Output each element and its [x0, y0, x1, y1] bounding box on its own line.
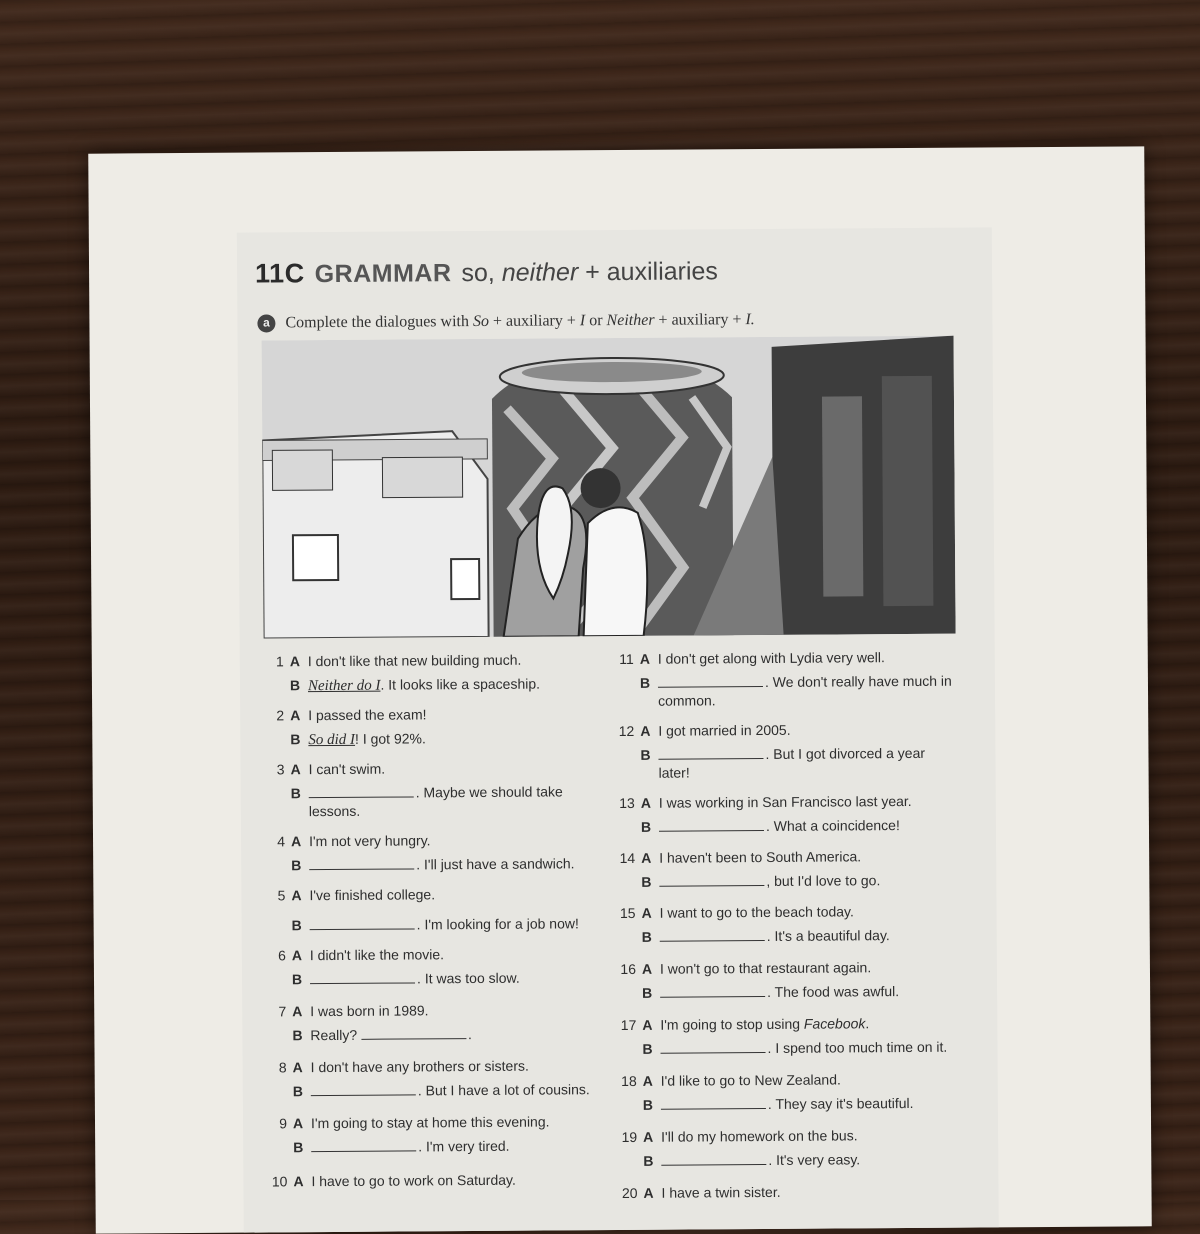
speaker-b-label: B: [290, 785, 301, 802]
answer-blank[interactable]: [658, 746, 763, 760]
item-number: 2: [276, 707, 285, 724]
page-heading: [255, 255, 718, 289]
speaker-a-label: A: [292, 1003, 303, 1020]
item-number: 1: [275, 653, 284, 670]
answer-blank[interactable]: [658, 674, 763, 688]
speaker-a-label: A: [641, 849, 652, 866]
speaker-b-label: B: [642, 1096, 654, 1113]
speaker-a-label: A: [293, 1173, 304, 1190]
illustration-city-couple: [262, 336, 956, 639]
topic-tail: + auxiliaries: [585, 257, 718, 287]
instruction-so: So: [472, 312, 490, 331]
answer-blank[interactable]: [309, 784, 414, 798]
speaker-b-label: B: [293, 1139, 304, 1156]
item-number: 4: [277, 833, 286, 850]
line-a: I didn't like the movie.: [309, 946, 445, 964]
topic-title: [461, 257, 718, 287]
line-a: I passed the exam!: [308, 706, 427, 724]
item-number: 16: [620, 960, 637, 978]
item-number: 6: [277, 947, 286, 964]
line-b-text: , but I'd love to go.: [766, 872, 881, 889]
speaker-b-label: B: [641, 873, 652, 890]
speaker-b-label: B: [291, 971, 303, 988]
line-b-prefix: Really?: [310, 1026, 358, 1044]
line-b: [309, 854, 574, 874]
line-a: I won't go to that restaurant again.: [659, 959, 872, 977]
answer-blank[interactable]: [660, 1040, 765, 1054]
speaker-a-label: A: [640, 722, 651, 739]
line-b-text: . But I have a lot of cousins.: [417, 1081, 590, 1099]
answer-blank[interactable]: [311, 1082, 416, 1096]
line-b: [311, 1137, 509, 1156]
item-number: 5: [277, 887, 286, 904]
line-b-text: . We don't really have much in common.: [658, 672, 952, 709]
line-b: [310, 1025, 472, 1044]
line-a: I've finished college.: [309, 886, 436, 904]
item-number: 14: [619, 849, 636, 867]
item-number: 15: [619, 904, 636, 922]
line-b-text: . I'm looking for a job now!: [416, 915, 579, 933]
speaker-a-label: A: [289, 653, 300, 670]
line-b-text: . But I got divorced a year later!: [658, 744, 926, 781]
unit-code: 11C: [254, 258, 305, 289]
answer-blank[interactable]: [310, 916, 415, 930]
line-a: I'd like to go to New Zealand.: [660, 1071, 841, 1089]
line-b: [660, 1038, 947, 1058]
speaker-a-label: A: [640, 794, 651, 811]
speaker-b-label: B: [290, 731, 301, 748]
line-b: [661, 1150, 860, 1169]
item-number: 8: [278, 1059, 287, 1076]
answer-blank[interactable]: [661, 1152, 766, 1166]
speaker-b-label: B: [291, 857, 302, 874]
line-b: [308, 675, 540, 696]
line-a: [660, 1014, 869, 1033]
worksheet-print-area: [237, 227, 999, 1232]
line-b: [659, 816, 900, 836]
item-number: 20: [621, 1184, 638, 1201]
line-b-text: . I'm very tired.: [418, 1137, 510, 1155]
speaker-a-label: A: [642, 1016, 653, 1033]
line-b: [661, 1094, 914, 1114]
line-a: I was born in 1989.: [310, 1002, 429, 1020]
line-b-text: . What a coincidence!: [765, 817, 900, 834]
line-a: I don't get along with Lydia very well.: [657, 649, 885, 667]
line-b-text: . It's a beautiful day.: [766, 927, 890, 944]
line-b: [660, 982, 899, 1002]
item-number: 9: [279, 1115, 288, 1132]
line-b-text: . It looks like a spaceship.: [380, 675, 541, 693]
speaker-b-label: B: [643, 1152, 654, 1169]
item-number: 3: [276, 761, 285, 778]
speaker-b-label: B: [642, 984, 653, 1001]
answer-blank[interactable]: [660, 984, 765, 998]
speaker-b-label: B: [642, 1040, 653, 1057]
paper-sheet: [88, 146, 1152, 1233]
speaker-a-label: A: [290, 761, 301, 778]
line-a: I was working in San Francisco last year.: [658, 792, 912, 811]
line-b-text: . It's very easy.: [768, 1151, 861, 1168]
line-a: I have to go to work on Saturday.: [311, 1171, 516, 1190]
line-a-text: I'm going to stop using: [660, 1015, 801, 1033]
item-number: 12: [618, 722, 635, 740]
line-a: I got married in 2005.: [658, 721, 791, 739]
line-a: I'll do my homework on the bus.: [661, 1127, 858, 1145]
speaker-b-label: B: [639, 674, 651, 691]
answer-blank[interactable]: [309, 856, 414, 870]
speaker-a-label: A: [291, 887, 302, 904]
instruction-i: I: [579, 312, 586, 330]
line-b-text: .: [467, 1026, 472, 1043]
line-b: [658, 744, 958, 782]
exercise-badge: a: [257, 314, 275, 332]
speaker-a-label: A: [643, 1184, 654, 1201]
speaker-a-label: A: [292, 1059, 303, 1076]
line-b: [310, 914, 579, 934]
line-b: [309, 782, 574, 820]
example-answer: Neither do I: [307, 677, 381, 695]
speaker-b-label: B: [291, 917, 302, 934]
speaker-a-label: A: [290, 833, 302, 850]
line-a: I don't like that new building much.: [307, 651, 522, 670]
line-b: [310, 969, 520, 988]
item-number: 18: [621, 1072, 637, 1090]
item-number: 17: [620, 1016, 637, 1034]
speaker-a-label: A: [290, 707, 301, 724]
speaker-a-label: A: [291, 947, 303, 964]
answer-blank[interactable]: [661, 1096, 766, 1110]
line-a: I have a twin sister.: [661, 1183, 781, 1201]
item-number: 10: [271, 1173, 288, 1190]
topic-word: neither: [501, 258, 579, 287]
line-b-text: ! I got 92%.: [354, 730, 426, 747]
instruction-text-2: + auxiliary +: [492, 312, 576, 330]
item-number: 11: [619, 650, 634, 668]
speaker-b-label: B: [641, 928, 652, 945]
answer-blank[interactable]: [311, 1138, 416, 1152]
example-answer: So did I: [308, 731, 356, 749]
speaker-a-label: A: [643, 1128, 654, 1145]
instruction-text-4: + auxiliary +: [658, 311, 742, 329]
speaker-b-label: B: [640, 746, 651, 763]
speaker-a-label: A: [642, 1072, 653, 1089]
line-a: I'm not very hungry.: [308, 832, 431, 850]
instruction-end: I.: [745, 311, 755, 329]
instruction-text: Complete the dialogues with: [285, 313, 470, 332]
line-a: I haven't been to South America.: [659, 848, 862, 866]
speaker-a-label: A: [641, 960, 653, 977]
answer-blank[interactable]: [659, 818, 764, 832]
answer-blank[interactable]: [310, 970, 415, 984]
exercise-instruction: [257, 311, 754, 332]
topic-lead: so,: [461, 258, 495, 288]
speaker-b-label: B: [289, 677, 301, 694]
instruction-neither: Neither: [606, 311, 655, 330]
speaker-b-label: B: [292, 1027, 303, 1044]
speaker-b-label: B: [292, 1083, 303, 1100]
speaker-a-label: A: [292, 1115, 304, 1132]
answer-blank[interactable]: [361, 1026, 466, 1040]
line-b-text: . I'll just have a sandwich.: [416, 855, 575, 873]
line-b-text: . I spend too much time on it.: [767, 1038, 948, 1056]
speaker-a-label: A: [641, 904, 652, 921]
line-a: I can't swim.: [308, 760, 386, 778]
line-b-text: . The food was awful.: [767, 983, 900, 1000]
line-b-text: . Maybe we should take lessons.: [308, 783, 563, 820]
line-a-brand: Facebook: [803, 1015, 866, 1032]
line-b: [658, 672, 958, 710]
answer-blank[interactable]: [659, 873, 764, 887]
line-a-end: .: [865, 1015, 870, 1032]
line-b: [311, 1080, 590, 1100]
line-b: [659, 871, 880, 891]
answer-blank[interactable]: [660, 928, 765, 942]
instruction-text-3: or: [589, 312, 603, 330]
speaker-b-label: B: [640, 818, 652, 835]
item-number: 13: [619, 794, 635, 812]
line-a: I want to go to the beach today.: [659, 903, 854, 921]
item-number: 7: [278, 1003, 287, 1020]
speaker-a-label: A: [639, 650, 650, 667]
section-name: GRAMMAR: [314, 259, 452, 289]
line-a: I'm going to stay at home this evening.: [310, 1113, 550, 1132]
line-b-text: . It was too slow.: [416, 969, 520, 987]
line-a: I don't have any brothers or sisters.: [310, 1057, 529, 1076]
line-b-text: . They say it's beautiful.: [767, 1094, 914, 1112]
line-b: [660, 926, 890, 946]
item-number: 19: [621, 1128, 638, 1145]
line-b: [308, 729, 426, 749]
